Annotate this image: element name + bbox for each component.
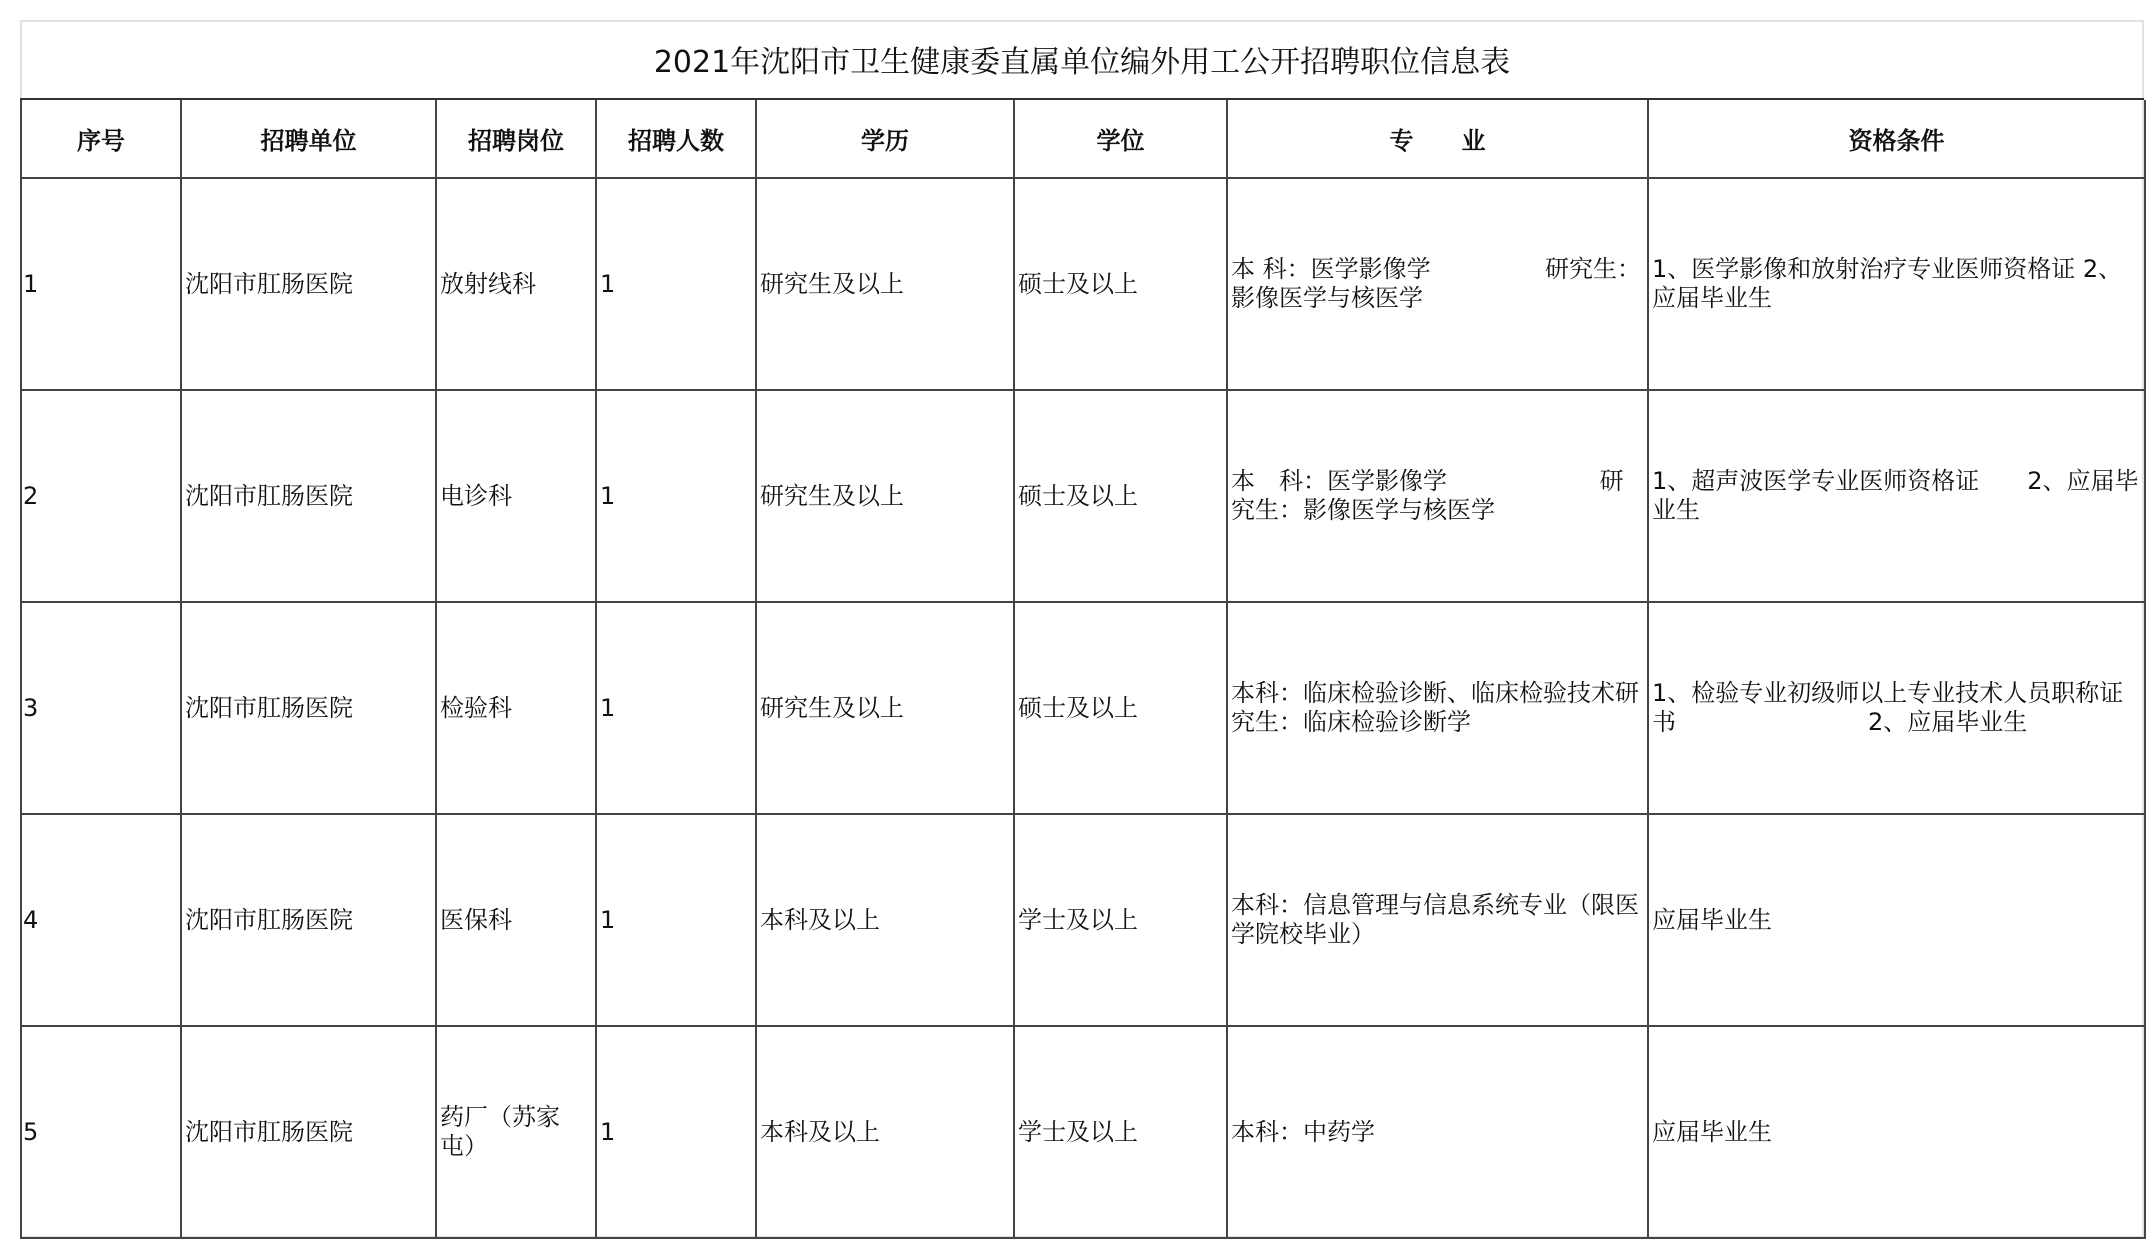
recruitment-table bbox=[20, 100, 2146, 1239]
cell-count: 1 bbox=[596, 602, 756, 814]
cell-degree: 学士及以上 bbox=[1014, 814, 1227, 1026]
header-index: 序号 bbox=[21, 100, 181, 178]
cell-count: 1 bbox=[596, 390, 756, 602]
cell-education: 研究生及以上 bbox=[756, 390, 1014, 602]
table-row bbox=[21, 390, 2145, 602]
cell-major: 本科：中药学 bbox=[1227, 1026, 1648, 1238]
cell-qualification: 1、检验专业初级师以上专业技术人员职称证书 2、应届毕业生 bbox=[1648, 602, 2145, 814]
cell-position: 医保科 bbox=[436, 814, 596, 1026]
cell-count: 1 bbox=[596, 814, 756, 1026]
table-row bbox=[21, 814, 2145, 1026]
cell-position: 电诊科 bbox=[436, 390, 596, 602]
cell-count: 1 bbox=[596, 1026, 756, 1238]
cell-education: 本科及以上 bbox=[756, 814, 1014, 1026]
table-row bbox=[21, 1026, 2145, 1238]
cell-position: 检验科 bbox=[436, 602, 596, 814]
cell-degree: 学士及以上 bbox=[1014, 1026, 1227, 1238]
cell-degree: 硕士及以上 bbox=[1014, 602, 1227, 814]
cell-degree: 硕士及以上 bbox=[1014, 178, 1227, 390]
cell-unit: 沈阳市肛肠医院 bbox=[181, 814, 436, 1026]
cell-index: 3 bbox=[21, 602, 181, 814]
table-row bbox=[21, 178, 2145, 390]
header-major: 专 业 bbox=[1227, 100, 1648, 178]
header-education: 学历 bbox=[756, 100, 1014, 178]
header-count: 招聘人数 bbox=[596, 100, 756, 178]
cell-position: 放射线科 bbox=[436, 178, 596, 390]
cell-index: 1 bbox=[21, 178, 181, 390]
cell-count: 1 bbox=[596, 178, 756, 390]
header-position: 招聘岗位 bbox=[436, 100, 596, 178]
cell-qualification: 1、超声波医学专业医师资格证 2、应届毕业生 bbox=[1648, 390, 2145, 602]
header-qualification: 资格条件 bbox=[1648, 100, 2145, 178]
cell-unit: 沈阳市肛肠医院 bbox=[181, 390, 436, 602]
table-title: 2021年沈阳市卫生健康委直属单位编外用工公开招聘职位信息表 bbox=[20, 20, 2144, 100]
cell-qualification: 应届毕业生 bbox=[1648, 814, 2145, 1026]
table-row bbox=[21, 602, 2145, 814]
cell-position: 药厂（苏家屯） bbox=[436, 1026, 596, 1238]
cell-major: 本科：信息管理与信息系统专业（限医学院校毕业） bbox=[1227, 814, 1648, 1026]
header-row bbox=[21, 100, 2145, 178]
cell-major: 本 科：医学影像学 研究生：影像医学与核医学 bbox=[1227, 390, 1648, 602]
cell-qualification: 1、医学影像和放射治疗专业医师资格证 2、应届毕业生 bbox=[1648, 178, 2145, 390]
header-unit: 招聘单位 bbox=[181, 100, 436, 178]
cell-degree: 硕士及以上 bbox=[1014, 390, 1227, 602]
cell-index: 4 bbox=[21, 814, 181, 1026]
cell-education: 本科及以上 bbox=[756, 1026, 1014, 1238]
cell-education: 研究生及以上 bbox=[756, 602, 1014, 814]
cell-major: 本科：临床检验诊断、临床检验技术研究生：临床检验诊断学 bbox=[1227, 602, 1648, 814]
header-degree: 学位 bbox=[1014, 100, 1227, 178]
cell-education: 研究生及以上 bbox=[756, 178, 1014, 390]
cell-unit: 沈阳市肛肠医院 bbox=[181, 602, 436, 814]
cell-unit: 沈阳市肛肠医院 bbox=[181, 178, 436, 390]
cell-index: 2 bbox=[21, 390, 181, 602]
cell-major: 本 科：医学影像学 研究生：影像医学与核医学 bbox=[1227, 178, 1648, 390]
cell-unit: 沈阳市肛肠医院 bbox=[181, 1026, 436, 1238]
cell-qualification: 应届毕业生 bbox=[1648, 1026, 2145, 1238]
cell-index: 5 bbox=[21, 1026, 181, 1238]
